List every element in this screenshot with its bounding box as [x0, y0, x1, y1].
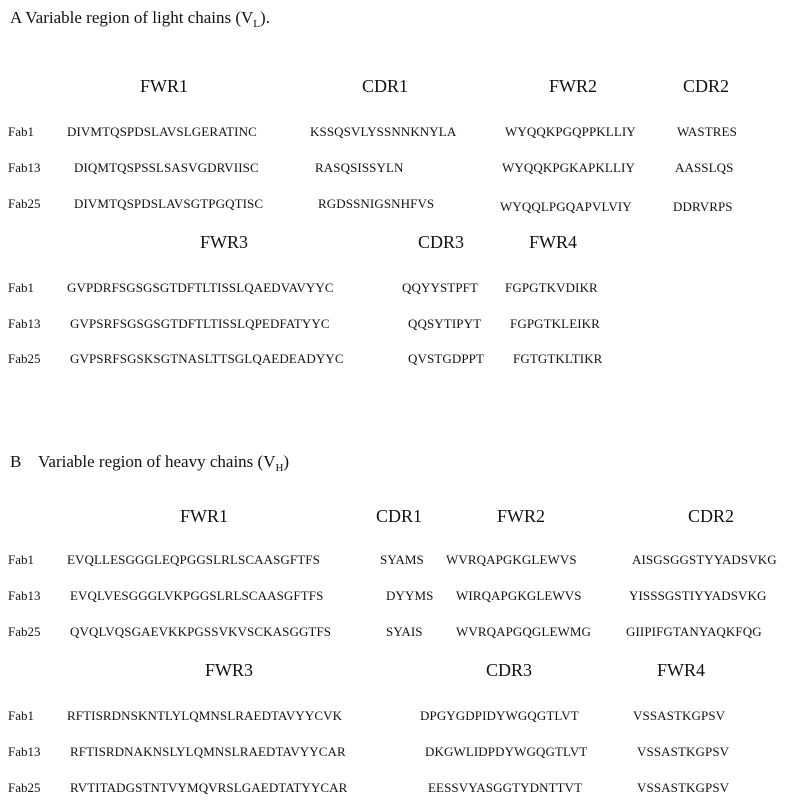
heavy-title-text: B Variable region of heavy chains (V	[10, 452, 276, 471]
heavy-header-cdr1: CDR1	[376, 506, 423, 526]
row-label: Fab1	[8, 708, 34, 723]
heavy-header-cdr3: CDR3	[486, 660, 533, 680]
light-fwr2-seq: WYQQKPGQPPKLLIY	[505, 124, 636, 139]
light-cdr3-seq: QQYYSTPFT	[402, 280, 479, 295]
row-label: Fab13	[8, 588, 41, 603]
heavy-cdr3-seq: DPGYGDPIDYWGQGTLVT	[420, 708, 579, 723]
light-fwr4-seq: FGPGTKLEIKR	[510, 316, 600, 331]
heavy-cdr2-seq: YISSSGSTIYYADSVKG	[629, 588, 767, 603]
heavy-fwr2-seq: WVRQAPGQGLEWMG	[456, 624, 591, 639]
light-cdr3-seq: QVSTGDPPT	[408, 351, 485, 366]
light-header-cdr2: CDR2	[683, 76, 730, 96]
light-fwr2-seq: WYQQKPGKAPKLLIY	[502, 160, 635, 175]
row-label: Fab13	[8, 160, 41, 175]
heavy-header-fwr1: FWR1	[180, 506, 229, 526]
heavy-cdr1-seq: SYAMS	[380, 552, 424, 567]
light-cdr2-seq: DDRVRPS	[673, 199, 733, 214]
light-fwr3-seq: GVPSRFSGSGSGTDFTLTISSLQPEDFATYYC	[70, 316, 330, 331]
light-cdr1-seq: KSSQSVLYSSNNKNYLA	[310, 124, 457, 139]
row-label: Fab1	[8, 552, 34, 567]
row-label: Fab13	[8, 316, 41, 331]
light-cdr2-seq: WASTRES	[677, 124, 737, 139]
heavy-fwr2-seq: WVRQAPGKGLEWVS	[446, 552, 577, 567]
heavy-cdr1-seq: DYYMS	[386, 588, 434, 603]
row-label: Fab25	[8, 780, 41, 795]
heavy-cdr3-seq: EESSVYASGGTYDNTTVT	[428, 780, 583, 795]
heavy-title-subscript: H	[275, 462, 284, 474]
light-title-subscript: L	[253, 18, 261, 30]
light-fwr4-seq: FGTGTKLTIKR	[513, 351, 603, 366]
heavy-cdr2-seq: GIIPIFGTANYAQKFQG	[626, 624, 762, 639]
row-label: Fab13	[8, 744, 41, 759]
heavy-fwr2-seq: WIRQAPGKGLEWVS	[456, 588, 582, 603]
light-fwr4-seq: FGPGTKVDIKR	[505, 280, 598, 295]
heavy-chain-title	[10, 452, 289, 472]
light-header-fwr3: FWR3	[200, 232, 249, 252]
heavy-cdr3-seq: DKGWLIDPDYWGQGTLVT	[425, 744, 588, 759]
light-cdr3-seq: QQSYTIPYT	[408, 316, 482, 331]
light-fwr3-seq: GVPDRFSGSGSGTDFTLTISSLQAEDVAVYYC	[67, 280, 334, 295]
light-fwr1-seq: DIVMTQSPDSLAVSGTPGQTISC	[74, 196, 264, 211]
heavy-fwr3-seq: RVTITADGSTNTVYMQVRSLGAEDTATYYCAR	[70, 780, 348, 795]
light-cdr2-seq: AASSLQS	[675, 160, 734, 175]
light-header-fwr1: FWR1	[140, 76, 189, 96]
light-chain-title	[10, 8, 270, 28]
light-header-fwr2: FWR2	[549, 76, 598, 96]
heavy-title-suffix: )	[283, 452, 290, 471]
light-fwr3-seq: GVPSRFSGSKSGTNASLTTSGLQAEDEADYYC	[70, 351, 344, 366]
light-title-text: A Variable region of light chains (V	[10, 8, 254, 27]
heavy-fwr4-seq: VSSASTKGPSV	[637, 744, 730, 759]
light-title-suffix: ).	[260, 8, 270, 27]
heavy-header-fwr2: FWR2	[497, 506, 546, 526]
heavy-cdr2-seq: AISGSGGSTYYADSVKG	[632, 552, 777, 567]
light-header-cdr1: CDR1	[362, 76, 409, 96]
heavy-fwr3-seq: RFTISRDNSKNTLYLQMNSLRAEDTAVYYCVK	[67, 708, 343, 723]
heavy-fwr1-seq: EVQLVESGGGLVKPGGSLRLSCAASGFTFS	[70, 588, 324, 603]
light-cdr1-seq: RGDSSNIGSNHFVS	[318, 196, 435, 211]
row-label: Fab1	[8, 280, 34, 295]
heavy-header-fwr4: FWR4	[657, 660, 706, 680]
heavy-fwr3-seq: RFTISRDNAKNSLYLQMNSLRAEDTAVYYCAR	[70, 744, 346, 759]
light-fwr2-seq: WYQQLPGQAPVLVIY	[500, 199, 632, 214]
heavy-fwr1-seq: QVQLVQSGAEVKKPGSSVKVSCKASGGTFS	[70, 624, 332, 639]
heavy-fwr1-seq: EVQLLESGGGLEQPGGSLRLSCAASGFTFS	[67, 552, 320, 567]
row-label: Fab1	[8, 124, 34, 139]
heavy-fwr4-seq: VSSASTKGPSV	[633, 708, 726, 723]
heavy-fwr4-seq: VSSASTKGPSV	[637, 780, 730, 795]
heavy-header-fwr3: FWR3	[205, 660, 254, 680]
light-cdr1-seq: RASQSISSYLN	[315, 160, 404, 175]
light-header-fwr4: FWR4	[529, 232, 578, 252]
row-label: Fab25	[8, 624, 41, 639]
row-label: Fab25	[8, 351, 41, 366]
heavy-header-cdr2: CDR2	[688, 506, 735, 526]
heavy-cdr1-seq: SYAIS	[386, 624, 423, 639]
row-label: Fab25	[8, 196, 41, 211]
light-header-cdr3: CDR3	[418, 232, 465, 252]
light-fwr1-seq: DIQMTQSPSSLSASVGDRVIISC	[74, 160, 259, 175]
light-fwr1-seq: DIVMTQSPDSLAVSLGERATINC	[67, 124, 257, 139]
